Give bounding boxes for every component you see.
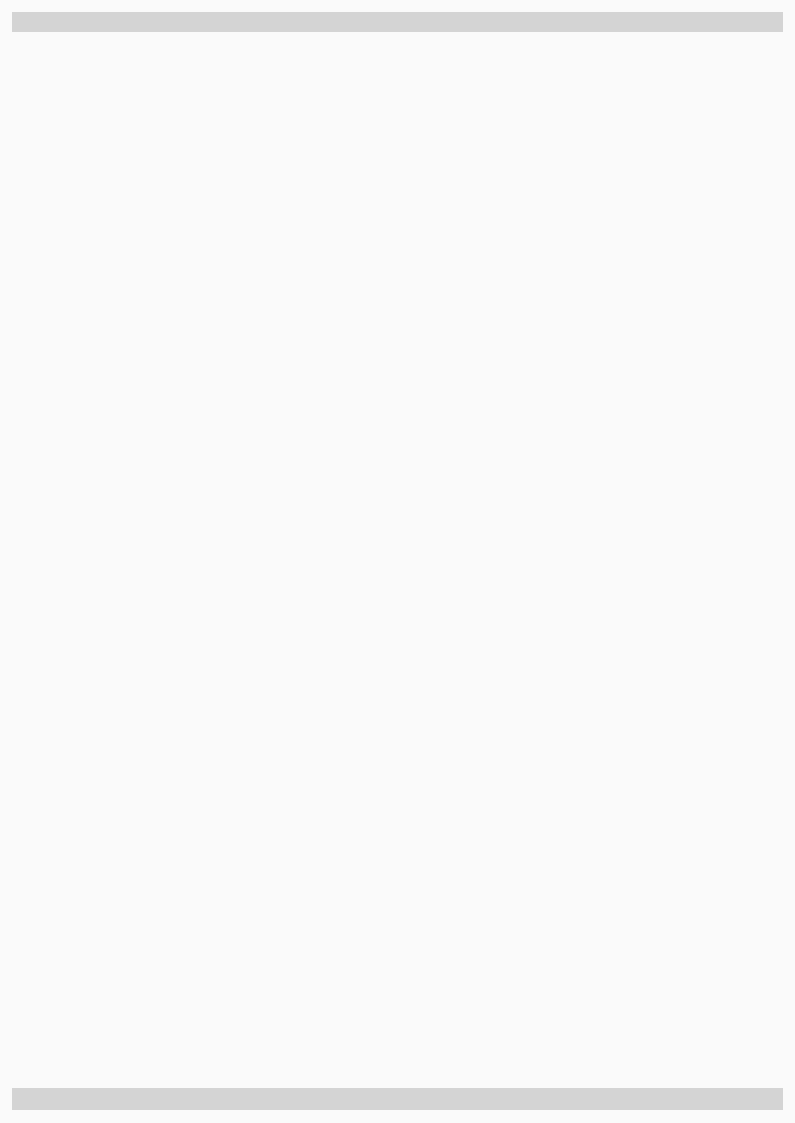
report-page — [0, 0, 795, 1123]
